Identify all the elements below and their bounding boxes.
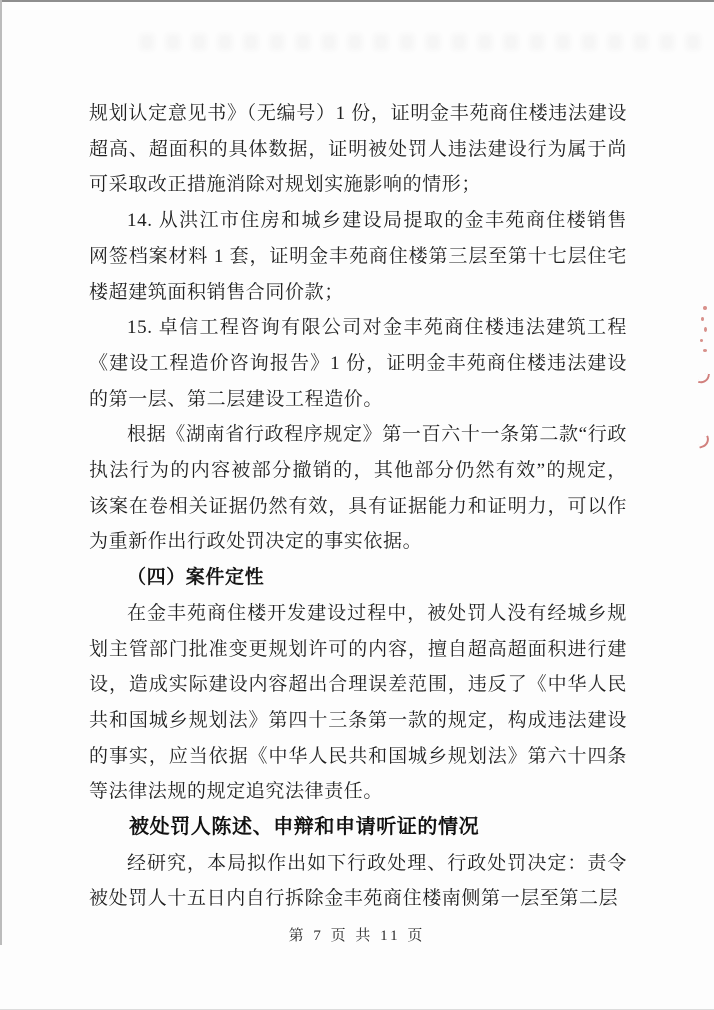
red-ink-speck — [700, 339, 703, 342]
scan-edge-left — [0, 0, 2, 945]
section-heading-case-determination: （四）案件定性 — [127, 567, 265, 589]
paragraph-evidence-item-15: 15. 卓信工程咨询有限公司对金丰苑商住楼违法建筑工程《建设工程造价咨询报告》1 份，证明金丰苑商住楼违法建设的第一层、第二层建设工程造价。 — [89, 317, 627, 410]
red-ink-speck — [704, 327, 707, 332]
bleed-through-ghost-text — [140, 34, 700, 50]
page-footer: 第 7 页 共 11 页 — [288, 928, 426, 944]
paragraph-legal-basis: 根据《湖南省行政程序规定》第一百六十一条第二款“行政执法行为的内容被部分撤销的，其他部分仍然有效”的规定，该案在卷相关证据仍然有效，具有证据能力和证明力，可以作为重新作出行政处罚决定的事实依据。 — [89, 424, 627, 553]
paragraph-case-determination-body: 在金丰苑商住楼开发建设过程中，被处罚人没有经城乡规划主管部门批准变更规划许可的内容，擅自超高超面积进行建设，造成实际建设内容超出合理误差范围，违反了《中华人民共和国城乡规划法》第四十三条第一款的规定，构成违法建设的事实，应当依据《中华人民共和国城乡规划法》第六十四条等法律法规的规定追究法律责任。 — [89, 602, 627, 803]
paragraph-continuation: 规划认定意见书》（无编号）1 份，证明金丰苑商住楼违法建设超高、超面积的具体数据，证明被处罚人违法建设行为属于尚可采取改正措施消除对规划实施影响的情形； — [89, 103, 627, 196]
red-ink-speck — [703, 349, 707, 352]
section-heading-statement-defense-hearing: 被处罚人陈述、申辩和申请听证的情况 — [129, 816, 480, 839]
paragraph-proposed-decision: 经研究，本局拟作出如下行政处理、行政处罚决定：责令被处罚人十五日内自行拆除金丰苑商住楼南侧第一层至第二层 — [89, 852, 627, 910]
red-ink-speck — [703, 306, 707, 310]
red-ink-curl — [697, 435, 712, 448]
red-ink-speck — [701, 317, 704, 321]
document-body — [89, 96, 627, 917]
red-ink-curl — [698, 372, 710, 385]
paragraph-evidence-item-14: 14. 从洪江市住房和城乡建设局提取的金丰苑商住楼销售网签档案材料 1 套，证明金丰苑商住楼第三层至第十七层住宅楼超建筑面积销售合同价款； — [89, 210, 627, 303]
scan-edge-top — [0, 0, 714, 2]
